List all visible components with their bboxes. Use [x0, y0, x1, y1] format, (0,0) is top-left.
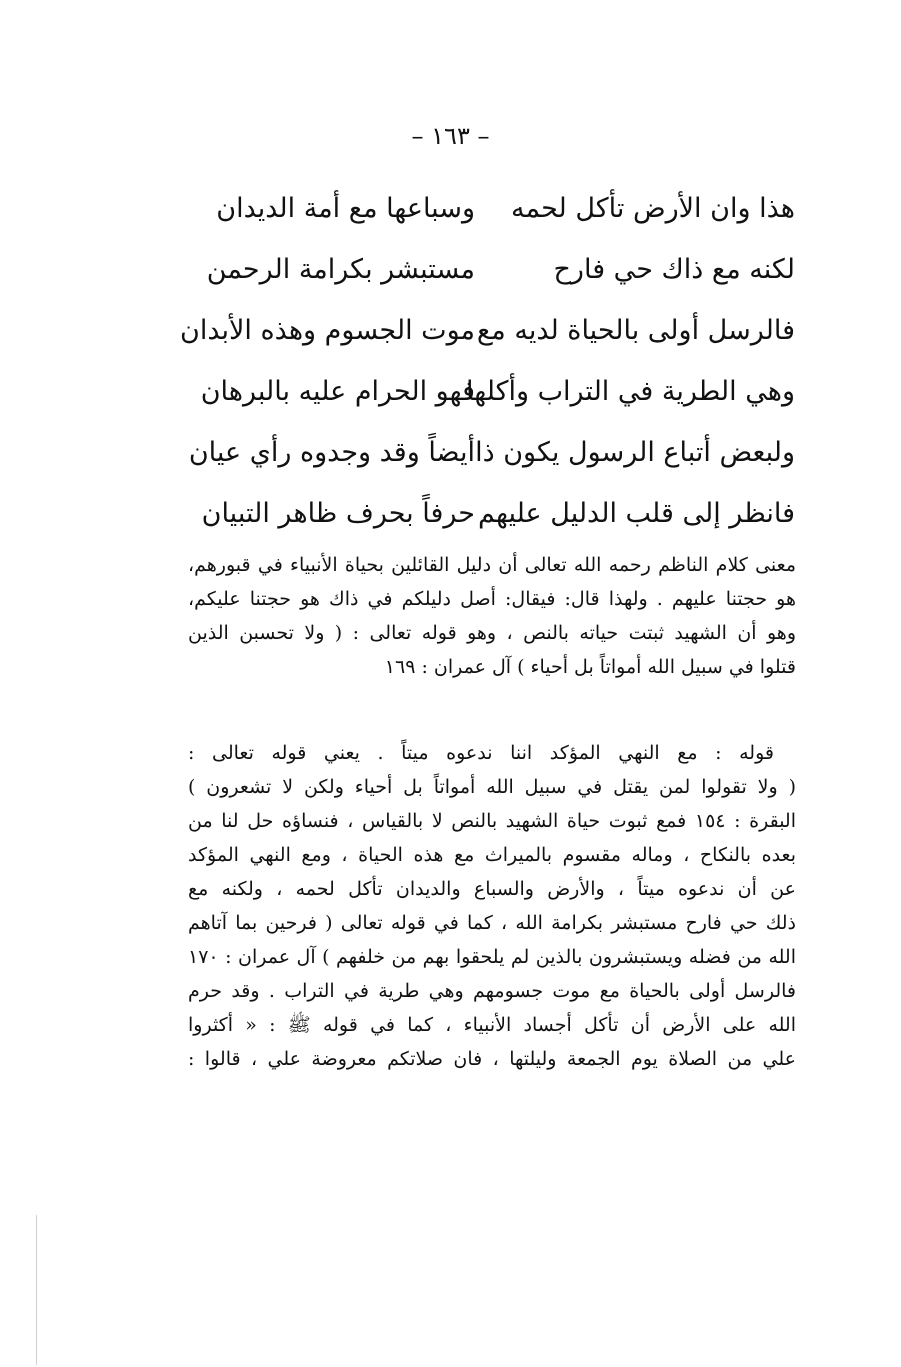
- commentary-line: قتلوا في سبيل الله أمواتاً بل أحياء ) آل عمران : ١٦٩: [384, 656, 796, 678]
- commentary-line: هو حجتنا عليهم . ولهذا قال: فيقال: أصل دليلكم في ذاك هو حجتنا عليكم،: [188, 588, 796, 610]
- commentary-line: وهو أن الشهيد ثبتت حياته بالنص ، وهو قوله تعالى : ( ولا تحسبن الذين: [188, 622, 796, 644]
- verse: [190, 361, 795, 422]
- verse-first-hemistich: فانظر إلى قلب الدليل عليهم: [478, 498, 795, 529]
- verse-second-hemistich: فهو الحرام عليه بالبرهان: [200, 376, 475, 407]
- verse-second-hemistich: مستبشر بكرامة الرحمن: [206, 254, 475, 285]
- commentary-line: بعده بالنكاح ، وماله مقسوم بالميراث مع هذه الحياة ، ومع النهي المؤكد: [188, 844, 796, 866]
- commentary-line: علي من الصلاة يوم الجمعة وليلتها ، فان صلاتكم معروضة علي ، قالوا :: [188, 1048, 796, 1070]
- commentary-paragraph-1: [188, 548, 796, 684]
- scan-margin-line: [36, 1215, 37, 1365]
- commentary-line: الله على الأرض أن تأكل أجساد الأنبياء ، كما في قوله ﷺ : « أكثروا: [188, 1014, 796, 1036]
- verse-second-hemistich: وسباعها مع أمة الديدان: [216, 193, 475, 224]
- commentary-line: الله من فضله ويستبشرون بالذين لم يلحقوا بهم من خلفهم ) آل عمران : ١٧٠: [188, 946, 796, 968]
- verse-first-hemistich: لكنه مع ذاك حي فارح: [553, 254, 795, 285]
- verse-first-hemistich: وهي الطرية في التراب وأكلها: [466, 376, 795, 407]
- verse: [190, 239, 795, 300]
- commentary-line: فالرسل أولى بالحياة مع موت جسومهم وهي طرية في التراب . وقد حرم: [188, 980, 796, 1002]
- verse-second-hemistich: أيضاً وقد وجدوه رأي عيان: [188, 437, 475, 468]
- commentary-paragraph-2: [188, 736, 796, 1076]
- verse: [190, 483, 795, 544]
- page-number: – ١٦٣ –: [411, 122, 490, 150]
- verse-second-hemistich: حرفاً بحرف ظاهر التبيان: [201, 498, 475, 529]
- commentary-line: عن أن ندعوه ميتاً ، والأرض والسباع والديدان تأكل لحمه ، ولكنه مع: [188, 878, 796, 900]
- commentary-line: ذلك حي فارح مستبشر بكرامة الله ، كما في قوله تعالى ( فرحين بما آتاهم: [188, 912, 796, 934]
- verse-first-hemistich: ولبعض أتباع الرسول يكون ذا: [475, 437, 795, 468]
- commentary-line: قوله : مع النهي المؤكد اننا ندعوه ميتاً . يعني قوله تعالى :: [188, 742, 774, 764]
- verse: [190, 422, 795, 483]
- commentary-line: ( ولا تقولوا لمن يقتل في سبيل الله أمواتاً بل أحياء ولكن لا تشعرون ): [188, 776, 796, 798]
- verse-second-hemistich: موت الجسوم وهذه الأبدان: [180, 315, 475, 346]
- poem-verses: [180, 178, 795, 544]
- verse-first-hemistich: فالرسل أولى بالحياة لديه مع: [476, 315, 795, 346]
- commentary-line: معنى كلام الناظم رحمه الله تعالى أن دليل القائلين بحياة الأنبياء في قبورهم،: [188, 554, 796, 576]
- commentary-line: البقرة : ١٥٤ فمع ثبوت حياة الشهيد بالنص لا بالقياس ، فنساؤه حل لنا من: [188, 810, 796, 832]
- verse: [190, 178, 795, 239]
- verse: [180, 300, 795, 361]
- verse-first-hemistich: هذا وان الأرض تأكل لحمه: [511, 193, 795, 224]
